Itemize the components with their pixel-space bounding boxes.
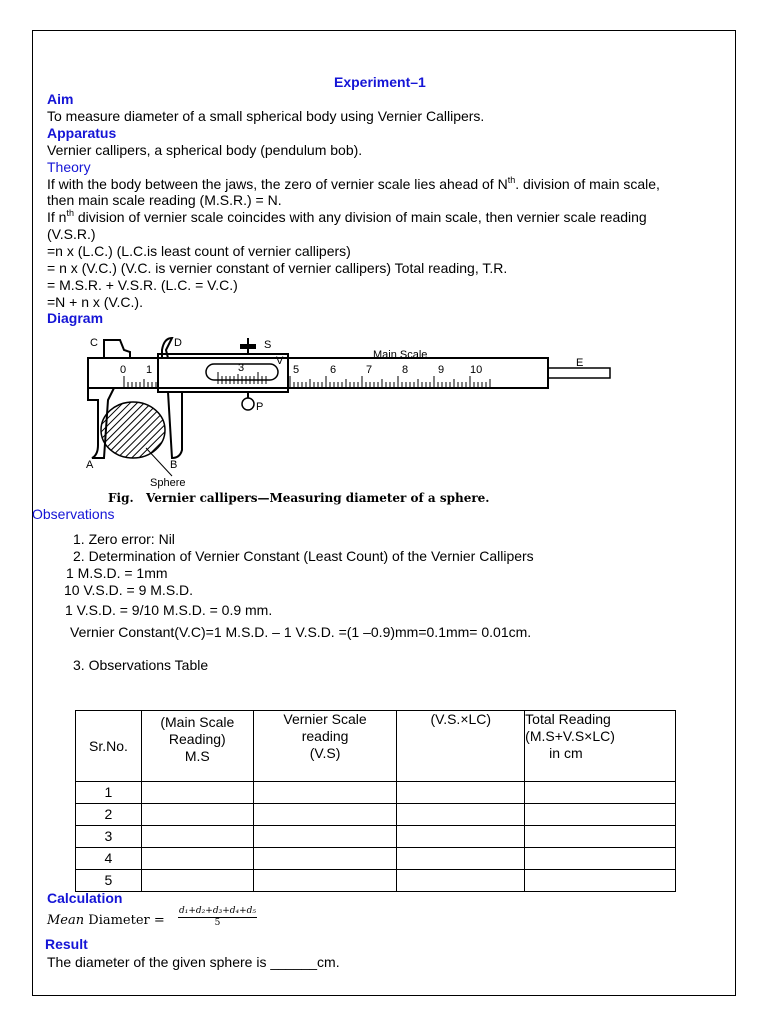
jaw-c [104, 340, 130, 358]
empty-cell[interactable] [141, 782, 253, 804]
theory-line-8: =N + n x (V.C.). [47, 294, 143, 310]
mean-diameter-formula [47, 912, 165, 929]
main-tick-8: 8 [402, 364, 409, 376]
theory-heading: Theory [47, 159, 91, 175]
theory-line-5: =n x (L.C.) (L.C.is least count of vernier callipers) [47, 243, 351, 259]
label-c: C [90, 337, 98, 349]
empty-cell[interactable] [253, 782, 397, 804]
header-vs-lc: (V.S.×LC) [397, 711, 525, 782]
observation-item-3: 3. Observations Table [73, 657, 209, 673]
theory-line-6: = n x (V.C.) (V.C. is vernier constant of vernier callipers) Total reading, T.R. [47, 260, 508, 276]
label-e: E [576, 357, 584, 369]
label-main-scale: Main Scale [373, 349, 428, 361]
empty-cell[interactable] [397, 804, 525, 826]
empty-cell[interactable] [397, 826, 525, 848]
table-row [76, 870, 676, 892]
depth-rod [548, 368, 610, 378]
empty-cell[interactable] [253, 870, 397, 892]
vsd-line: 10 V.S.D. = 9 M.S.D. [64, 582, 194, 598]
vernier-constant-line: Vernier Constant(V.C)=1 M.S.D. – 1 V.S.D. =(1 –0.9)mm=0.1mm= 0.01cm. [70, 624, 532, 640]
table-row [76, 848, 676, 870]
empty-cell[interactable] [141, 826, 253, 848]
theory-line-2: then main scale reading (M.S.R.) = N. [47, 192, 282, 208]
observation-item-2: 2. Determination of Vernier Constant (Least Count) of the Vernier Callipers [73, 548, 534, 564]
diagram-heading: Diagram [47, 310, 104, 326]
mean-word: Mean [47, 913, 85, 928]
empty-cell[interactable] [141, 870, 253, 892]
main-tick-9: 9 [438, 364, 445, 376]
result-heading: Result [45, 936, 88, 952]
msd-line: 1 M.S.D. = 1mm [66, 565, 168, 581]
empty-cell[interactable] [525, 782, 676, 804]
empty-cell[interactable] [397, 870, 525, 892]
label-sphere: Sphere [150, 477, 186, 489]
empty-cell[interactable] [253, 826, 397, 848]
srno-cell: 2 [76, 804, 142, 826]
knob-p [242, 398, 254, 410]
vernier-slider [158, 354, 288, 392]
empty-cell[interactable] [397, 848, 525, 870]
theory-line-1: If with the body between the jaws, the zero of vernier scale lies ahead of $N^{th}$. division of main scale, [47, 175, 660, 192]
mean-fraction [178, 906, 257, 929]
table-row [76, 782, 676, 804]
empty-cell[interactable] [525, 826, 676, 848]
srno-cell: 4 [76, 848, 142, 870]
label-b: B [170, 459, 178, 471]
theory-line-4: (V.S.R.) [47, 226, 96, 242]
apparatus-heading: Apparatus [47, 125, 117, 141]
caption-text: Vernier callipers—Measuring diameter of a sphere. [146, 491, 490, 505]
label-p: P [256, 401, 264, 413]
one-vsd-line: 1 V.S.D. = 9/10 M.S.D. = 0.9 mm. [65, 602, 273, 618]
observation-item-1: 1. Zero error: Nil [73, 531, 175, 547]
sphere-shape [101, 402, 165, 458]
header-srno: Sr.No. [76, 711, 142, 782]
empty-cell[interactable] [253, 804, 397, 826]
label-d: D [174, 337, 182, 349]
empty-cell[interactable] [141, 848, 253, 870]
empty-cell[interactable] [525, 870, 676, 892]
main-tick-1: 1 [146, 364, 153, 376]
result-text: The diameter of the given sphere is ______cm. [47, 954, 340, 970]
header-vernier-scale: Vernier Scale reading (V.S) [253, 711, 397, 782]
vernier-calliper-diagram [68, 330, 628, 510]
theory-line-7: = M.S.R. + V.S.R. (L.C. = V.C.) [47, 277, 238, 293]
label-a: A [86, 459, 94, 471]
caption-fig: Fig. [108, 491, 134, 505]
main-tick-5: 5 [293, 364, 300, 376]
main-tick-7: 7 [366, 364, 373, 376]
main-tick-6: 6 [330, 364, 337, 376]
vernier-tick-3: 3 [238, 362, 245, 374]
main-scale-ticks [124, 376, 490, 388]
table-header-row [76, 711, 676, 782]
aim-heading: Aim [47, 91, 74, 107]
header-total-reading: Total Reading (M.S+V.S×LC) in cm [525, 711, 676, 782]
srno-cell: 1 [76, 782, 142, 804]
page-title: Experiment–1 [334, 74, 426, 90]
theory-line-3: If $n^{th}$ division of vernier scale coincides with any division of main scale, then vernier scale reading [47, 208, 647, 225]
fraction-numerator: d₁+d₂+d₃+d₄+d₅ [179, 906, 257, 916]
table-row [76, 826, 676, 848]
fraction-denominator: 5 [214, 918, 221, 928]
srno-cell: 3 [76, 826, 142, 848]
table-row [76, 804, 676, 826]
srno-cell: 5 [76, 870, 142, 892]
empty-cell[interactable] [253, 848, 397, 870]
calculation-heading: Calculation [47, 890, 123, 906]
header-main-scale: (Main Scale Reading) M.S [141, 711, 253, 782]
label-v: V [276, 355, 284, 367]
diameter-word: Diameter = [84, 913, 165, 928]
empty-cell[interactable] [141, 804, 253, 826]
main-tick-10: 10 [470, 364, 483, 376]
apparatus-text: Vernier callipers, a spherical body (pendulum bob). [47, 142, 363, 158]
empty-cell[interactable] [525, 848, 676, 870]
observations-table [75, 710, 676, 892]
empty-cell[interactable] [397, 782, 525, 804]
empty-cell[interactable] [525, 804, 676, 826]
label-s: S [264, 339, 272, 351]
observations-heading: Observations [32, 506, 115, 522]
aim-text: To measure diameter of a small spherical body using Vernier Callipers. [47, 108, 485, 124]
main-tick-0: 0 [120, 364, 127, 376]
